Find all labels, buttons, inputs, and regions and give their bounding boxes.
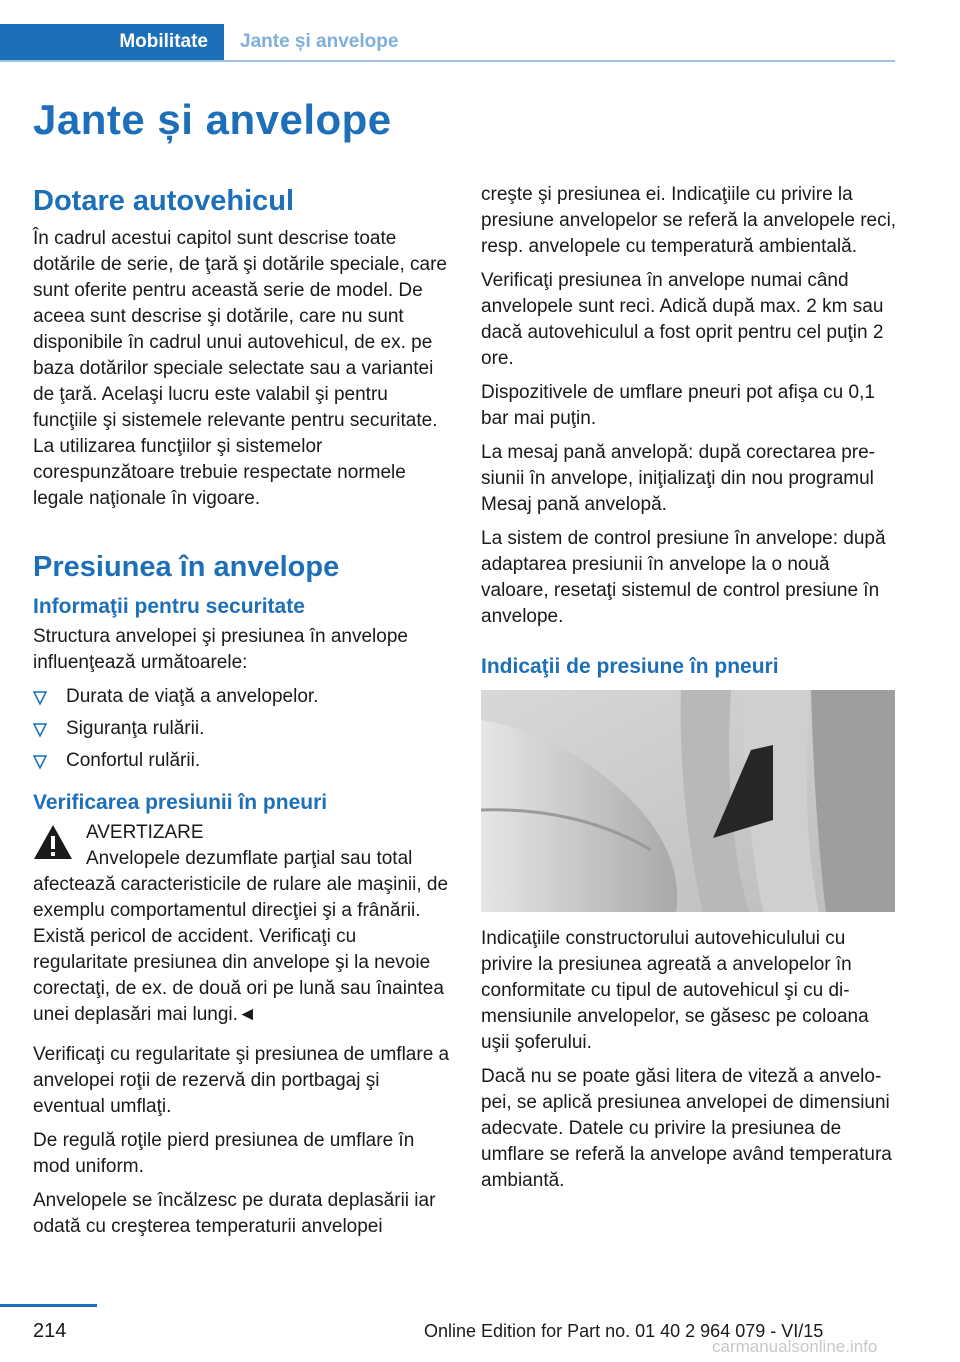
paragraph-litera-viteza: Dacă nu se poate găsi litera de viteză a anvelopei, se aplică presiunea anvelopei de dimensiuni adecvate. Datele cu privire la presiunea de umflare se referă la anvelope având temperatura ambiantă.	[481, 1066, 892, 1191]
warning-title: AVERTIZARE	[86, 822, 204, 843]
right-column	[481, 182, 897, 1202]
paragraph-dispozitive: Dispozitivele de umflare pneuri pot afişa cu 0,1 bar mai puţin.	[481, 382, 875, 429]
paragraph-sistem-control: La sistem de control presiune în anvelope: după adaptarea presiunii în anvelope la o nouă valoare, resetaţi sistemul de control presiune în anvelope.	[481, 528, 886, 627]
list-item-text: Confortul rulării.	[66, 750, 201, 771]
subheading-verificarea: Verificarea presiunii în pneuri	[33, 791, 328, 814]
triangle-bullet-icon	[33, 723, 47, 737]
paragraph-anvelope-reci: Verificaţi presiunea în anvelope numai când anvelopele sunt reci. Adică după max. 2 km sau dacă autovehiculul a fost oprit pentru cel puţin 2 ore.	[481, 270, 884, 369]
header-tab-jante[interactable]: Jante și anvelope	[240, 31, 399, 52]
warning-icon	[33, 824, 73, 860]
list-item	[33, 684, 451, 710]
paragraph-uniform: De regulă roţile pierd presiunea de umflare în mod uniform.	[33, 1130, 415, 1177]
paragraph-roata-rezerva: Verificaţi cu regularitate şi presiunea de umflare a anvelopei roţii de rezervă din portbagaj şi eventual umflaţi.	[33, 1044, 450, 1117]
warning-text: Anvelopele dezumflate parţial sau total afectează caracteristicile de rulare ale maşinii, de exemplu comportamentul direcţiei şi a frânării. Există pericol de accident. Verificaţi cu regularitate presiunea din anvelope şi la nevoie corectaţi, de ex. de două ori pe lună sau înaintea unei deplasări mai lungi.◄	[33, 848, 449, 1025]
paragraph-dotare: În cadrul acestui capitol sunt descrise toate dotările de serie, de ţară şi dotările speciale, care sunt oferite pentru această serie de model. De aceea sunt descrise şi dotările, care nu sunt disponibile în cadrul unui autovehicul, de ex. pe baza dotărilor speciale selectate sau a variantei de ţară. Acelaşi lucru este valabil şi pentru funcţiile şi sistemele relevante pentru securitate. La utilizarea funcţiilor şi sistemelor corespunzătoare trebuie respectate normele legale naţionale în vigoare.	[33, 228, 448, 509]
paragraph-constructor: Indicaţiile constructorului autovehiculului cu privire la presiunea agreată a anvelopelor în conformitate cu tipul de autovehicul şi cu dimensiunile anvelopelor, se găsesc pe coloana uşii şoferului.	[481, 928, 869, 1053]
triangle-bullet-icon	[33, 755, 47, 769]
page-number: 214	[33, 1320, 67, 1342]
list-item-text: Durata de viaţă a anvelopelor.	[66, 686, 319, 707]
list-item-text: Siguranţa rulării.	[66, 718, 205, 739]
footer-divider	[0, 1304, 97, 1307]
section-heading-presiune: Presiunea în anvelope	[33, 551, 340, 583]
page-header	[0, 0, 960, 62]
triangle-bullet-icon	[33, 691, 47, 705]
left-column	[33, 182, 451, 1248]
paragraph-incalzire: Anvelopele se încălzesc pe durata deplasării iar odată cu creşterea temperaturii anvelopei	[33, 1190, 436, 1237]
subheading-indicatii: Indicaţii de presiune în pneuri	[481, 655, 779, 678]
list-item	[33, 716, 451, 742]
door-pillar-photo	[481, 690, 895, 912]
paragraph-mesaj-pana: La mesaj pană anvelopă: după corectarea presiunii în anvelope, iniţializaţi din nou programul Mesaj pană anvelopă.	[481, 442, 875, 515]
watermark: carmanualsonline.info	[712, 1337, 878, 1356]
bullet-list	[33, 684, 451, 774]
page-title: Jante și anvelope	[33, 96, 392, 143]
subheading-securitate: Informaţii pentru securitate	[33, 595, 305, 618]
header-divider	[0, 60, 895, 62]
warning-block	[33, 820, 451, 872]
paragraph-continuare: creşte şi presiunea ei. Indicaţiile cu privire la presiune anvelopelor se referă la anvelopele reci, resp. anvelopele cu temperatură ambientală.	[481, 184, 897, 257]
header-tab-mobilitate[interactable]: Mobilitate	[0, 24, 224, 60]
section-heading-dotare: Dotare autovehicul	[33, 185, 295, 217]
edition-note: Online Edition for Part no. 01 40 2 964 079 - VI/15	[424, 1321, 824, 1341]
paragraph-structura: Structura anvelopei şi presiunea în anvelope influenţează următoarele:	[33, 626, 408, 673]
list-item	[33, 748, 451, 774]
